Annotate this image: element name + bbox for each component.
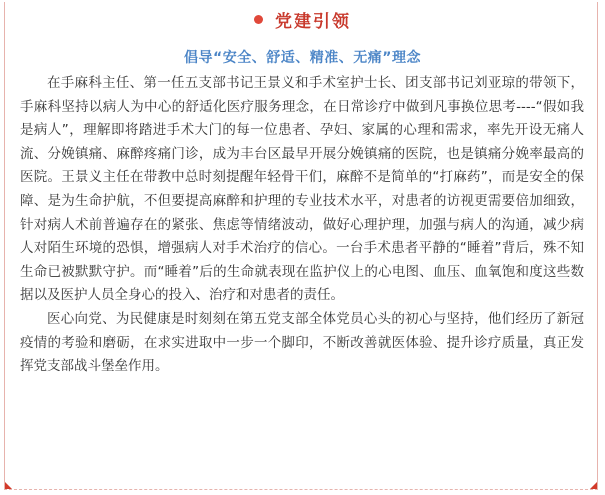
- paragraph-2: 医心向党、为民健康是时刻刻在第五党支部全体党员心头的初心与坚持，他们经历了新冠疫情的考验和磨砺，在求实进取中一步一个脚印，不断改善就医体验、提升诊疗质量，真正发挥党支部战斗堡垒作用。: [20, 310, 584, 375]
- bullet-dot-icon: [254, 15, 263, 24]
- section-subtitle: 倡导“安全、舒适、精准、无痛”理念: [184, 50, 421, 66]
- corner-triangle-right: [590, 482, 597, 489]
- section-title: 党建引领: [275, 11, 351, 32]
- article-body: [20, 72, 584, 379]
- paragraph-1: 在手麻科主任、第一任五支部书记王景义和手术室护士长、团支部书记刘亚琼的带领下，手麻科坚持以病人为中心的舒适化医疗服务理念，在日常诊疗中做到凡事换位思考----“假如我是病人”，理解即将踏进手术大门的每一位患者、孕妇、家属的心理和需求，率先开设无痛人流、分娩镇痛、麻醉疼痛门诊，成为丰台区最早开展分娩镇痛的医院，也是镇痛分娩率最高的医院。王景义主任在带教中总时刻提醒年轻骨干们，麻醉不是简单的“打麻药”，而是安全的保障、是为生命护航，不但要提高麻醉和护理的专业技术水平，对患者的访视更需要倍加细致，针对病人术前普遍存在的紧张、焦虑等情绪波动，做好心理护理，加强与病人的沟通，减少病人对陌生环境的恐惧，增强病人对手术治疗的信心。一台手术患者平静的“睡着”背后，殊不知生命已被默默守护。而“睡着”后的生命就表现在监护仪上的心电图、血压、血氧饱和度这些数据以及医护人员全身心的投入、治疗和对患者的责任。: [20, 75, 584, 304]
- corner-triangle-left: [5, 482, 12, 489]
- section-header: [0, 6, 605, 32]
